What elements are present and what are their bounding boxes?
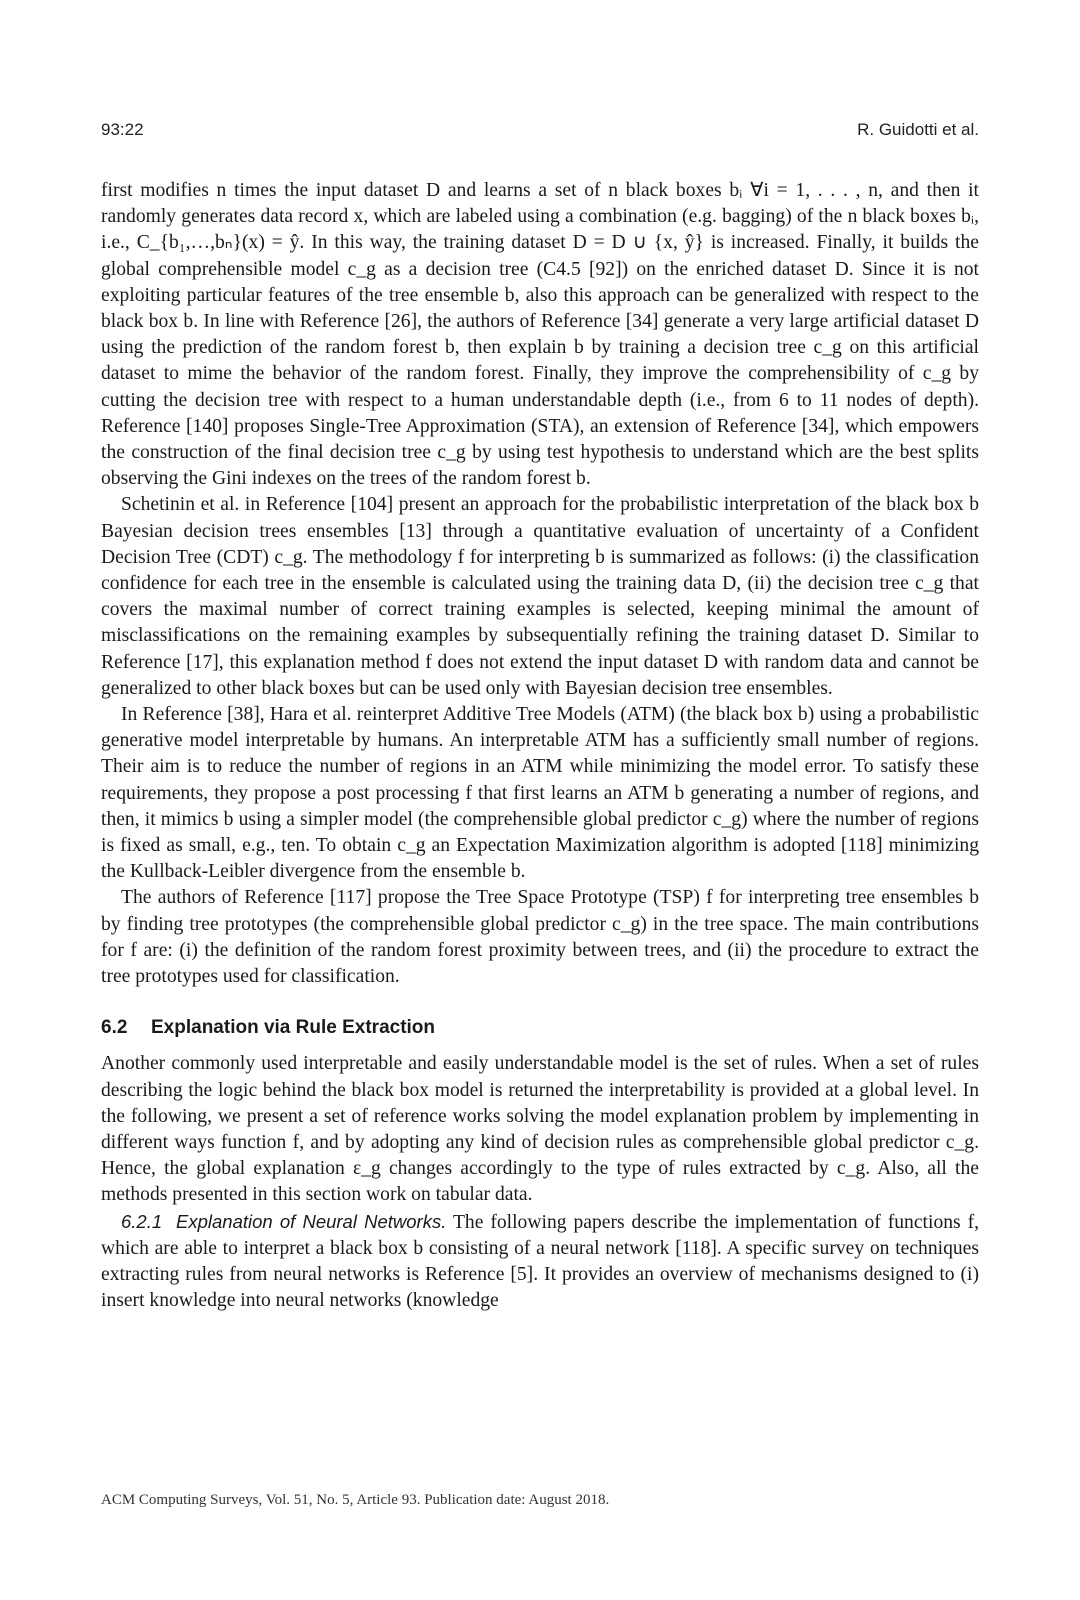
paragraph: In Reference [38], Hara et al. reinterpret Additive Tree Models (ATM) (the black box b) using a probabilistic generative model interpretable by humans. An interpretable ATM has a sufficiently small number of regions. Their aim is to reduce the number of regions in an ATM while minimizing the model error. To satisfy these requirements, they propose a post processing f that first learns an ATM b generating a number of regions, and then, it mimics b using a simpler model (the comprehensible global predictor c_g) where the number of regions is fixed as small, e.g., ten. To obtain c_g an Expectation Maximization algorithm is adopted [118] minimizing the Kullback-Leibler divergence from the ensemble b.	[101, 704, 979, 883]
page-body	[101, 178, 979, 1314]
paragraph: first modifies n times the input dataset D and learns a set of n black boxes bᵢ ∀i = 1, . . . , n, and then it randomly generates data record x, which are labeled using a combination (e.g. bagging) of the n black boxes bᵢ, i.e., C_{b₁,…,bₙ}(x) = ŷ. In this way, the training dataset D = D ∪ {x, ŷ} is increased. Finally, it builds the global comprehensible model c_g as a decision tree (C4.5 [92]) on the enriched dataset D. Since it is not exploiting particular features of the tree ensemble b, also this approach can be generalized with respect to the black box b. In line with Reference [26], the authors of Reference [34] generate a very large artificial dataset D using the prediction of the random forest b, then explain b by training a decision tree c_g on this artificial dataset to mime the behavior of the random forest. Finally, they improve the comprehensibility of c_g by cutting the decision tree with respect to a human understandable depth (i.e., from 6 to 11 nodes of depth). Reference [140] proposes Single-Tree Approximation (STA), an extension of Reference [34], which empowers the construction of the final decision tree c_g by using test hypothesis to understand which are the best splits observing the Gini indexes on the trees of the random forest b.	[101, 180, 979, 490]
section-title: Explanation via Rule Extraction	[151, 1017, 436, 1039]
paragraph: Schetinin et al. in Reference [104] present an approach for the probabilistic interpretation of the black box b Bayesian decision trees ensembles [13] through a quantitative evaluation of uncertainty of a Confident Decision Tree (CDT) c_g. The methodology f for interpreting b is summarized as follows: (i) the classification confidence for each tree in the ensemble is calculated using the training data D, (ii) the decision tree c_g that covers the maximal number of correct training examples is selected, keeping minimal the amount of misclassifications on the remaining examples by subsequentially refining the training dataset D. Similar to Reference [17], this explanation method f does not extend the input dataset D with random data and cannot be generalized to other black boxes but can be used only with Bayesian decision tree ensembles.	[101, 494, 979, 699]
subsection-number: 6.2.1	[121, 1210, 163, 1232]
page-number: 93:22	[101, 120, 144, 139]
paragraph: Another commonly used interpretable and easily understandable model is the set of rules. When a set of rules describing the logic behind the black box model is returned the interpretability is provided at a global level. In the following, we present a set of reference works solving the model explanation problem by implementing in different ways function f, and by adopting any kind of decision rules as comprehensible global predictor c_g. Hence, the global explanation ε_g changes accordingly to the type of rules extracted by c_g. Also, all the methods presented in this section work on tabular data.	[101, 1053, 979, 1206]
paragraph: The following papers describe the implementation of functions f, which are able to interpret a black box b consisting of a neural network [118]. A specific survey on techniques extracting rules from neural networks is Reference [5]. It provides an overview of mechanisms designed to (i) insert knowledge into neural networks (knowledge	[101, 1211, 980, 1312]
subsection-title: Explanation of Neural Networks.	[176, 1210, 447, 1232]
footer-citation: ACM Computing Surveys, Vol. 51, No. 5, Article 93. Publication date: August 2018.	[101, 1492, 610, 1508]
running-title: R. Guidotti et al.	[857, 120, 979, 139]
section-number: 6.2	[101, 1017, 128, 1039]
section-heading	[101, 1015, 979, 1041]
paragraph: The authors of Reference [117] propose the Tree Space Prototype (TSP) f for interpreting tree ensembles b by finding tree prototypes (the comprehensible global predictor c_g) in the tree space. The main contributions for f are: (i) the definition of the random forest proximity between trees, and (ii) the procedure to extract the tree prototypes used for classification.	[101, 887, 979, 988]
running-header	[101, 120, 979, 144]
subsection-paragraph	[101, 1209, 979, 1315]
